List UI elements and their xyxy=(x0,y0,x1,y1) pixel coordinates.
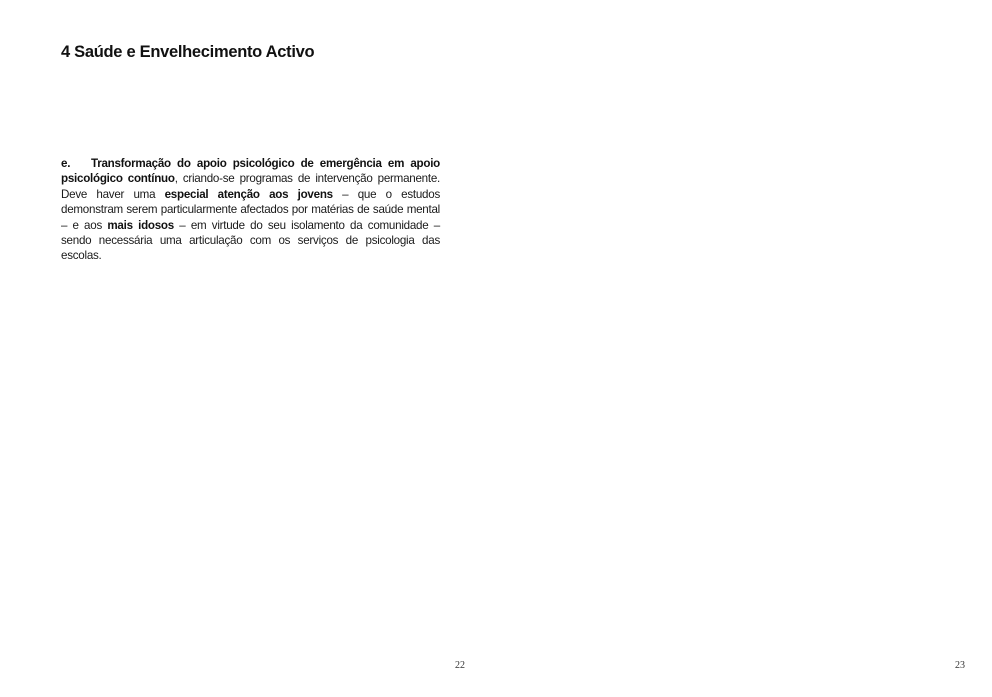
item-bold-3: mais idosos xyxy=(107,218,174,232)
item-bold-1: Transformação do apoio psicológico de emergência em apoio psicológico contínuo xyxy=(61,157,440,186)
page-number-right: 23 xyxy=(955,660,965,671)
item-text-3: – em virtude do seu isolamento da comunidade – sendo necessária uma articulação com os serviços de psicologia das escolas. xyxy=(61,218,440,263)
item-bold-2: especial atenção aos jovens xyxy=(164,187,333,201)
right-page xyxy=(496,0,992,697)
item-marker: e. xyxy=(61,157,71,170)
section-heading: 4 Saúde e Envelhecimento Activo xyxy=(61,43,315,61)
page-number-left: 22 xyxy=(455,660,465,671)
item-text-1: , criando-se programas de intervenção permanente. Deve haver uma xyxy=(61,172,441,201)
item-text-2: – que o estudos demonstram serem particularmente afectados por matérias de saúde mental – e aos xyxy=(61,187,440,232)
item-e-paragraph xyxy=(61,156,440,264)
